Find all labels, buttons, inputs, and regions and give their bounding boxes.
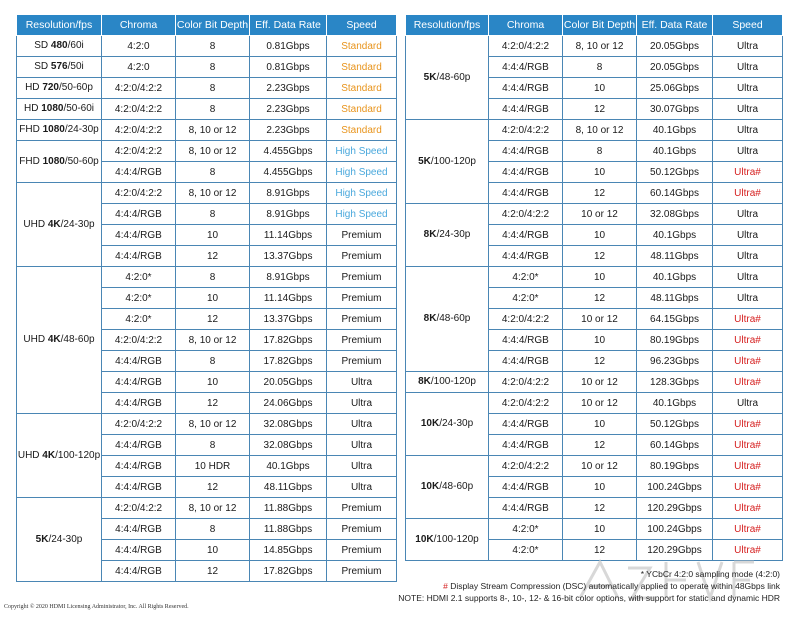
bit-depth-cell: 8, 10 or 12	[176, 330, 250, 351]
chroma-cell: 4:2:0*	[489, 540, 563, 561]
table-row	[17, 78, 397, 99]
bit-depth-cell: 10	[563, 267, 637, 288]
speed-cell: Premium	[327, 330, 397, 351]
data-rate-cell: 40.1Gbps	[637, 393, 713, 414]
chroma-cell: 4:4:4/RGB	[489, 414, 563, 435]
bit-depth-cell: 10 HDR	[176, 456, 250, 477]
speed-cell: Ultra#	[713, 435, 783, 456]
data-rate-cell: 14.85Gbps	[250, 540, 327, 561]
speed-cell: Standard	[327, 78, 397, 99]
data-rate-cell: 11.14Gbps	[250, 225, 327, 246]
data-rate-cell: 96.23Gbps	[637, 351, 713, 372]
speed-cell: Ultra#	[713, 330, 783, 351]
header-resolution: Resolution/fps	[406, 15, 489, 36]
chroma-cell: 4:4:4/RGB	[489, 57, 563, 78]
data-rate-cell: 120.29Gbps	[637, 540, 713, 561]
table-row	[406, 393, 783, 414]
right-table-body	[406, 36, 783, 561]
resolution-cell: FHD 1080/50-60p	[17, 141, 102, 183]
bit-depth-cell: 10 or 12	[563, 309, 637, 330]
bit-depth-cell: 8	[176, 99, 250, 120]
chroma-cell: 4:2:0/4:2:2	[489, 309, 563, 330]
speed-cell: Ultra	[713, 393, 783, 414]
speed-cell: High Speed	[327, 141, 397, 162]
chroma-cell: 4:4:4/RGB	[102, 246, 176, 267]
chroma-cell: 4:4:4/RGB	[102, 162, 176, 183]
data-rate-cell: 2.23Gbps	[250, 99, 327, 120]
data-rate-cell: 8.91Gbps	[250, 204, 327, 225]
chroma-cell: 4:4:4/RGB	[489, 162, 563, 183]
chroma-cell: 4:4:4/RGB	[102, 225, 176, 246]
data-rate-cell: 60.14Gbps	[637, 435, 713, 456]
speed-cell: Ultra#	[713, 414, 783, 435]
chroma-cell: 4:2:0	[102, 36, 176, 57]
resolution-cell: HD 720/50-60p	[17, 78, 102, 99]
bit-depth-cell: 12	[563, 246, 637, 267]
speed-cell: Ultra	[713, 288, 783, 309]
resolution-cell: UHD 4K/48-60p	[17, 267, 102, 414]
bit-depth-cell: 8	[176, 57, 250, 78]
speed-cell: Premium	[327, 288, 397, 309]
bit-depth-cell: 10	[563, 225, 637, 246]
speed-cell: Ultra	[327, 372, 397, 393]
resolution-cell: SD 480/60i	[17, 36, 102, 57]
speed-cell: Premium	[327, 351, 397, 372]
data-rate-cell: 50.12Gbps	[637, 162, 713, 183]
table-row	[17, 141, 397, 162]
resolution-cell: UHD 4K/24-30p	[17, 183, 102, 267]
resolution-cell: 8K/24-30p	[406, 204, 489, 267]
chroma-cell: 4:4:4/RGB	[489, 435, 563, 456]
bit-depth-cell: 8, 10 or 12	[176, 498, 250, 519]
data-rate-cell: 8.91Gbps	[250, 267, 327, 288]
chroma-cell: 4:2:0*	[102, 309, 176, 330]
data-rate-cell: 32.08Gbps	[250, 435, 327, 456]
header-resolution: Resolution/fps	[17, 15, 102, 36]
data-rate-cell: 50.12Gbps	[637, 414, 713, 435]
speed-cell: Ultra	[713, 36, 783, 57]
footnote-hdmi: NOTE: HDMI 2.1 supports 8-, 10-, 12- & 16-bit color options, with support for static and dynamic HDR	[398, 593, 780, 603]
chroma-cell: 4:2:0/4:2:2	[489, 372, 563, 393]
speed-cell: Ultra	[713, 225, 783, 246]
speed-cell: Ultra	[327, 456, 397, 477]
chroma-cell: 4:2:0/4:2:2	[102, 330, 176, 351]
chroma-cell: 4:2:0/4:2:2	[489, 120, 563, 141]
bit-depth-cell: 10 or 12	[563, 372, 637, 393]
data-rate-cell: 2.23Gbps	[250, 120, 327, 141]
data-rate-cell: 17.82Gbps	[250, 561, 327, 582]
data-rate-cell: 4.455Gbps	[250, 162, 327, 183]
chroma-cell: 4:4:4/RGB	[102, 561, 176, 582]
speed-cell: Premium	[327, 246, 397, 267]
resolution-cell: 10K/24-30p	[406, 393, 489, 456]
data-rate-cell: 0.81Gbps	[250, 57, 327, 78]
speed-cell: Ultra#	[713, 183, 783, 204]
bit-depth-cell: 10 or 12	[563, 456, 637, 477]
chroma-cell: 4:4:4/RGB	[102, 435, 176, 456]
resolution-cell: UHD 4K/100-120p	[17, 414, 102, 498]
chroma-cell: 4:4:4/RGB	[489, 183, 563, 204]
data-rate-cell: 40.1Gbps	[637, 120, 713, 141]
table-row	[17, 183, 397, 204]
copyright-text: Copyright © 2020 HDMI Licensing Administrator, Inc. All Rights Reserved.	[4, 604, 189, 610]
speed-cell: Standard	[327, 99, 397, 120]
speed-cell: Ultra#	[713, 498, 783, 519]
bit-depth-cell: 10	[563, 414, 637, 435]
left-spec-table	[16, 14, 397, 582]
bit-depth-cell: 8	[176, 162, 250, 183]
data-rate-cell: 8.91Gbps	[250, 183, 327, 204]
chroma-cell: 4:4:4/RGB	[102, 351, 176, 372]
speed-cell: Ultra	[713, 57, 783, 78]
chroma-cell: 4:2:0/4:2:2	[102, 183, 176, 204]
data-rate-cell: 100.24Gbps	[637, 519, 713, 540]
resolution-cell: 10K/48-60p	[406, 456, 489, 519]
speed-cell: Ultra#	[713, 477, 783, 498]
footnotes	[320, 568, 780, 604]
chroma-cell: 4:2:0/4:2:2	[102, 498, 176, 519]
bit-depth-cell: 8, 10 or 12	[176, 120, 250, 141]
data-rate-cell: 60.14Gbps	[637, 183, 713, 204]
speed-cell: Ultra	[713, 141, 783, 162]
data-rate-cell: 11.14Gbps	[250, 288, 327, 309]
resolution-cell: 5K/100-120p	[406, 120, 489, 204]
bit-depth-cell: 8, 10 or 12	[563, 36, 637, 57]
speed-cell: Ultra	[327, 414, 397, 435]
header-data-rate: Eff. Data Rate	[637, 15, 713, 36]
bit-depth-cell: 8	[563, 141, 637, 162]
table-row	[17, 99, 397, 120]
data-rate-cell: 11.88Gbps	[250, 519, 327, 540]
footnote-ycbcr: * YCbCr 4:2:0 sampling mode (4:2:0)	[640, 569, 780, 579]
speed-cell: Ultra#	[713, 162, 783, 183]
bit-depth-cell: 12	[176, 309, 250, 330]
data-rate-cell: 80.19Gbps	[637, 330, 713, 351]
data-rate-cell: 40.1Gbps	[637, 141, 713, 162]
chroma-cell: 4:4:4/RGB	[102, 477, 176, 498]
resolution-cell: 5K/48-60p	[406, 36, 489, 120]
chroma-cell: 4:2:0*	[489, 288, 563, 309]
chroma-cell: 4:4:4/RGB	[489, 498, 563, 519]
header-chroma: Chroma	[489, 15, 563, 36]
bit-depth-cell: 8	[176, 351, 250, 372]
bit-depth-cell: 12	[176, 393, 250, 414]
bit-depth-cell: 12	[563, 183, 637, 204]
speed-cell: High Speed	[327, 183, 397, 204]
bit-depth-cell: 10	[563, 519, 637, 540]
bit-depth-cell: 8, 10 or 12	[563, 120, 637, 141]
data-rate-cell: 40.1Gbps	[250, 456, 327, 477]
speed-cell: Ultra#	[713, 309, 783, 330]
left-header-row	[17, 15, 397, 36]
data-rate-cell: 100.24Gbps	[637, 477, 713, 498]
chroma-cell: 4:4:4/RGB	[102, 393, 176, 414]
data-rate-cell: 40.1Gbps	[637, 225, 713, 246]
table-row	[17, 498, 397, 519]
bit-depth-cell: 10	[176, 540, 250, 561]
table-row	[17, 120, 397, 141]
bit-depth-cell: 8	[176, 204, 250, 225]
bit-depth-cell: 10	[176, 225, 250, 246]
bit-depth-cell: 12	[563, 351, 637, 372]
data-rate-cell: 13.37Gbps	[250, 309, 327, 330]
resolution-cell: 5K/24-30p	[17, 498, 102, 582]
bit-depth-cell: 8, 10 or 12	[176, 183, 250, 204]
data-rate-cell: 48.11Gbps	[250, 477, 327, 498]
bit-depth-cell: 8	[176, 36, 250, 57]
chroma-cell: 4:4:4/RGB	[102, 372, 176, 393]
resolution-cell: HD 1080/50-60i	[17, 99, 102, 120]
bit-depth-cell: 10	[563, 330, 637, 351]
right-header-row	[406, 15, 783, 36]
speed-cell: Ultra#	[713, 456, 783, 477]
speed-cell: Ultra	[713, 204, 783, 225]
bit-depth-cell: 12	[176, 246, 250, 267]
bit-depth-cell: 8	[563, 57, 637, 78]
data-rate-cell: 120.29Gbps	[637, 498, 713, 519]
chroma-cell: 4:2:0*	[102, 267, 176, 288]
table-row	[17, 57, 397, 78]
chroma-cell: 4:2:0	[102, 57, 176, 78]
speed-cell: Standard	[327, 57, 397, 78]
speed-cell: Ultra	[713, 267, 783, 288]
chroma-cell: 4:2:0/4:2:2	[102, 99, 176, 120]
table-row	[17, 267, 397, 288]
chroma-cell: 4:2:0/4:2:2	[102, 141, 176, 162]
chroma-cell: 4:4:4/RGB	[489, 477, 563, 498]
header-speed: Speed	[713, 15, 783, 36]
table-row	[406, 456, 783, 477]
table-row	[406, 519, 783, 540]
data-rate-cell: 20.05Gbps	[250, 372, 327, 393]
chroma-cell: 4:2:0/4:2:2	[102, 78, 176, 99]
footnote-dsc: # Display Stream Compression (DSC) automatically applied to operate within 48Gbps link	[443, 581, 780, 591]
speed-cell: Ultra	[327, 393, 397, 414]
chroma-cell: 4:2:0/4:2:2	[102, 120, 176, 141]
speed-cell: Premium	[327, 225, 397, 246]
chroma-cell: 4:2:0/4:2:2	[489, 393, 563, 414]
bit-depth-cell: 12	[563, 540, 637, 561]
bit-depth-cell: 8	[176, 519, 250, 540]
bit-depth-cell: 10 or 12	[563, 393, 637, 414]
data-rate-cell: 64.15Gbps	[637, 309, 713, 330]
bit-depth-cell: 10	[563, 78, 637, 99]
speed-cell: High Speed	[327, 162, 397, 183]
data-rate-cell: 20.05Gbps	[637, 57, 713, 78]
chroma-cell: 4:4:4/RGB	[489, 78, 563, 99]
speed-cell: Ultra	[713, 246, 783, 267]
chroma-cell: 4:2:0/4:2:2	[102, 414, 176, 435]
resolution-cell: 10K/100-120p	[406, 519, 489, 561]
table-row	[17, 36, 397, 57]
chroma-cell: 4:4:4/RGB	[489, 330, 563, 351]
header-data-rate: Eff. Data Rate	[250, 15, 327, 36]
speed-cell: Standard	[327, 120, 397, 141]
resolution-cell: 8K/48-60p	[406, 267, 489, 372]
data-rate-cell: 11.88Gbps	[250, 498, 327, 519]
resolution-cell: 8K/100-120p	[406, 372, 489, 393]
data-rate-cell: 2.23Gbps	[250, 78, 327, 99]
resolution-cell: FHD 1080/24-30p	[17, 120, 102, 141]
chroma-cell: 4:4:4/RGB	[489, 99, 563, 120]
speed-cell: Ultra	[713, 99, 783, 120]
table-row	[406, 36, 783, 57]
chroma-cell: 4:4:4/RGB	[489, 141, 563, 162]
chroma-cell: 4:2:0*	[102, 288, 176, 309]
chroma-cell: 4:2:0*	[489, 267, 563, 288]
chroma-cell: 4:2:0*	[489, 519, 563, 540]
data-rate-cell: 13.37Gbps	[250, 246, 327, 267]
speed-cell: Premium	[327, 519, 397, 540]
speed-cell: Ultra#	[713, 519, 783, 540]
bit-depth-cell: 8	[176, 78, 250, 99]
data-rate-cell: 4.455Gbps	[250, 141, 327, 162]
data-rate-cell: 32.08Gbps	[250, 414, 327, 435]
bit-depth-cell: 8, 10 or 12	[176, 414, 250, 435]
bit-depth-cell: 12	[563, 99, 637, 120]
speed-cell: Ultra	[327, 477, 397, 498]
speed-cell: Ultra#	[713, 351, 783, 372]
chroma-cell: 4:4:4/RGB	[102, 540, 176, 561]
speed-cell: Standard	[327, 36, 397, 57]
bit-depth-cell: 8	[176, 267, 250, 288]
table-row	[17, 414, 397, 435]
data-rate-cell: 20.05Gbps	[637, 36, 713, 57]
data-rate-cell: 48.11Gbps	[637, 246, 713, 267]
chroma-cell: 4:4:4/RGB	[102, 519, 176, 540]
bit-depth-cell: 12	[563, 288, 637, 309]
bit-depth-cell: 12	[563, 435, 637, 456]
data-rate-cell: 80.19Gbps	[637, 456, 713, 477]
speed-cell: Ultra#	[713, 372, 783, 393]
bit-depth-cell: 8	[176, 435, 250, 456]
resolution-cell: SD 576/50i	[17, 57, 102, 78]
data-rate-cell: 24.06Gbps	[250, 393, 327, 414]
speed-cell: High Speed	[327, 204, 397, 225]
speed-cell: Premium	[327, 561, 397, 582]
header-bit-depth: Color Bit Depth	[563, 15, 637, 36]
bit-depth-cell: 10 or 12	[563, 204, 637, 225]
data-rate-cell: 48.11Gbps	[637, 288, 713, 309]
chroma-cell: 4:4:4/RGB	[489, 351, 563, 372]
data-rate-cell: 25.06Gbps	[637, 78, 713, 99]
bit-depth-cell: 10	[563, 477, 637, 498]
table-row	[406, 204, 783, 225]
header-bit-depth: Color Bit Depth	[176, 15, 250, 36]
speed-cell: Premium	[327, 267, 397, 288]
speed-cell: Premium	[327, 498, 397, 519]
header-speed: Speed	[327, 15, 397, 36]
table-row	[406, 120, 783, 141]
chroma-cell: 4:4:4/RGB	[489, 225, 563, 246]
bit-depth-cell: 12	[176, 561, 250, 582]
chroma-cell: 4:4:4/RGB	[489, 246, 563, 267]
left-table-body	[17, 36, 397, 582]
chroma-cell: 4:2:0/4:2:2	[489, 36, 563, 57]
bit-depth-cell: 10	[563, 162, 637, 183]
chroma-cell: 4:4:4/RGB	[102, 456, 176, 477]
data-rate-cell: 17.82Gbps	[250, 351, 327, 372]
bit-depth-cell: 12	[176, 477, 250, 498]
header-chroma: Chroma	[102, 15, 176, 36]
speed-cell: Premium	[327, 540, 397, 561]
bit-depth-cell: 8, 10 or 12	[176, 141, 250, 162]
speed-cell: Premium	[327, 309, 397, 330]
speed-cell: Ultra#	[713, 540, 783, 561]
table-row	[406, 267, 783, 288]
data-rate-cell: 128.3Gbps	[637, 372, 713, 393]
bit-depth-cell: 10	[176, 372, 250, 393]
speed-cell: Ultra	[327, 435, 397, 456]
data-rate-cell: 0.81Gbps	[250, 36, 327, 57]
right-spec-table	[405, 14, 783, 561]
bit-depth-cell: 10	[176, 288, 250, 309]
chroma-cell: 4:2:0/4:2:2	[489, 204, 563, 225]
data-rate-cell: 30.07Gbps	[637, 99, 713, 120]
bit-depth-cell: 12	[563, 498, 637, 519]
speed-cell: Ultra	[713, 78, 783, 99]
chroma-cell: 4:4:4/RGB	[102, 204, 176, 225]
speed-cell: Ultra	[713, 120, 783, 141]
data-rate-cell: 40.1Gbps	[637, 267, 713, 288]
chroma-cell: 4:2:0/4:2:2	[489, 456, 563, 477]
table-row	[406, 372, 783, 393]
data-rate-cell: 32.08Gbps	[637, 204, 713, 225]
data-rate-cell: 17.82Gbps	[250, 330, 327, 351]
